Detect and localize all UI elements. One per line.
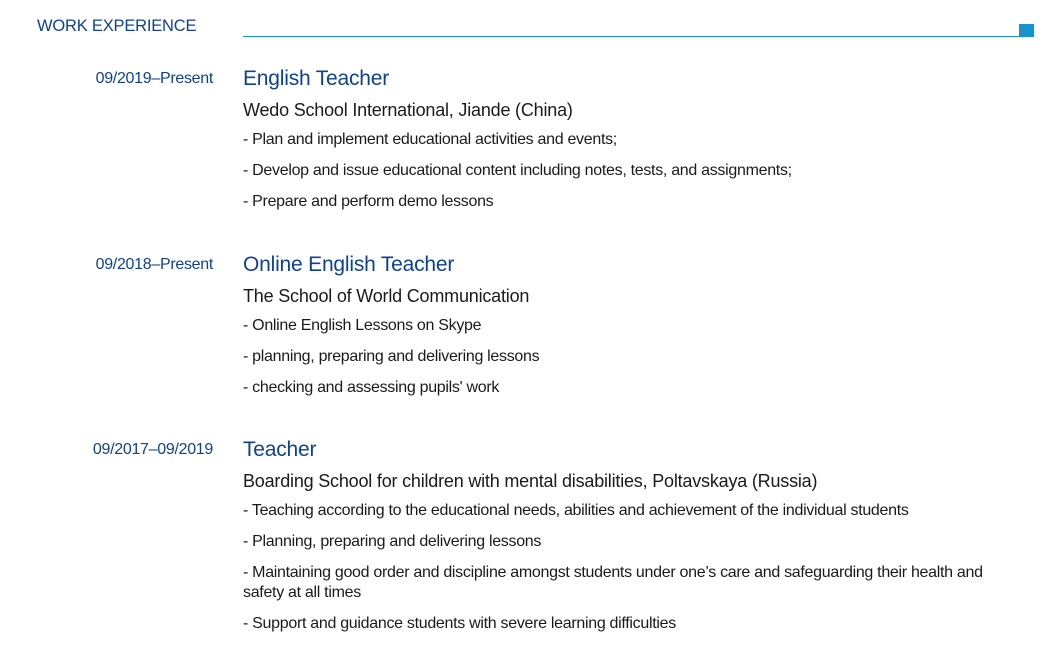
duty-item: - planning, preparing and delivering lessons xyxy=(243,348,540,365)
entry-date: 09/2019–Present xyxy=(95,70,213,87)
section-title: WORK EXPERIENCE xyxy=(37,17,197,35)
employer: Wedo School International, Jiande (China) xyxy=(243,100,573,120)
employer: The School of World Communication xyxy=(243,286,530,306)
job-title: Teacher xyxy=(243,438,317,461)
job-title: Online English Teacher xyxy=(243,253,455,276)
duties-list xyxy=(243,316,1023,398)
duty-item: - checking and assessing pupils' work xyxy=(243,379,500,396)
duty-item: - Teaching according to the educational needs, abilities and achievement of the individual students xyxy=(243,502,909,519)
section-divider xyxy=(243,36,1019,37)
entry-body xyxy=(243,253,1023,409)
duty-item: - Support and guidance students with severe learning difficulties xyxy=(243,615,676,632)
duty-item: - Online English Lessons on Skype xyxy=(243,317,482,334)
duty-item: - Planning, preparing and delivering lessons xyxy=(243,533,542,550)
job-title: English Teacher xyxy=(243,67,390,90)
entry-date: 09/2017–09/2019 xyxy=(92,441,213,458)
entry-body xyxy=(243,438,1023,645)
section-header xyxy=(0,0,1063,50)
entry-date: 09/2018–Present xyxy=(95,256,213,273)
duty-item: - Maintaining good order and discipline amongst students under one’s care and safeguarding their health and safety at all times xyxy=(243,564,983,601)
employer: Boarding School for children with mental disabilities, Poltavskaya (Russia) xyxy=(243,471,818,491)
entry-body xyxy=(243,67,1023,223)
duty-item: - Develop and issue educational content including notes, tests, and assignments; xyxy=(243,162,792,179)
duties-list xyxy=(243,130,1023,212)
section-marker-square xyxy=(1019,24,1034,37)
duty-item: - Plan and implement educational activities and events; xyxy=(243,131,617,148)
duties-list xyxy=(243,501,1023,634)
duty-item: - Prepare and perform demo lessons xyxy=(243,193,494,210)
